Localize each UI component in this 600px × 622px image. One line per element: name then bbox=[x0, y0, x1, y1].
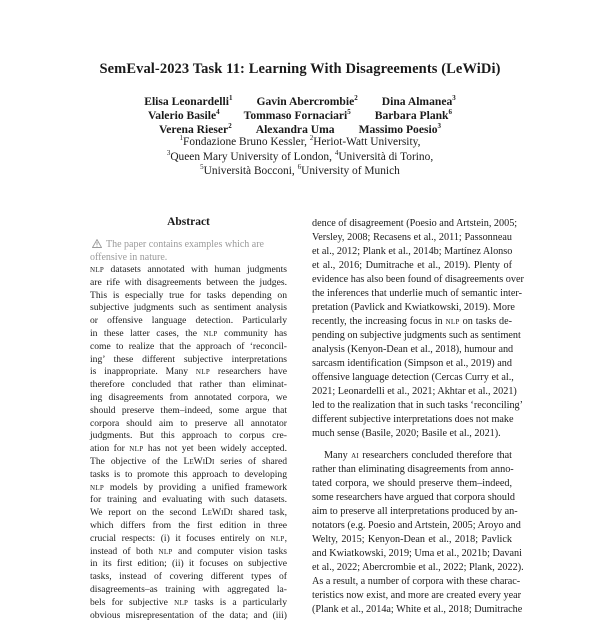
text-line: We report on the second LeWiDi shared task, bbox=[90, 507, 287, 519]
text-line: recently, the increasing focus in nlp on tasks de- bbox=[312, 316, 512, 327]
author-row bbox=[0, 109, 600, 123]
text-line: tated corpora, we should preserve them–indeed, bbox=[312, 478, 512, 489]
affiliation-line bbox=[0, 150, 600, 164]
author-superscript: 3 bbox=[452, 94, 456, 103]
text-line: much sense (Basile, 2020; Basile et al., 2021). bbox=[312, 428, 501, 439]
text-line: et al., 2012; Plank et al., 2014b; Martínez Alonso bbox=[312, 246, 513, 257]
text-line: notators (e.g. Poesio and Artstein, 2005; Aroyo and bbox=[312, 520, 521, 531]
text-line: is inappropriate. Many nlp researchers have bbox=[90, 366, 287, 378]
text-line: evidence has also been found of disagreements over bbox=[312, 274, 524, 285]
text-line: crucial respects: (i) it focuses entirely on nlp, bbox=[90, 532, 287, 544]
warning-line-1: The paper contains examples which are bbox=[106, 239, 264, 250]
text-line: obvious misrepresentation of the data; and (iii) bbox=[90, 609, 287, 621]
text-line: the inferences that underlie much of semantic inter- bbox=[312, 288, 522, 299]
author-superscript: 5 bbox=[347, 108, 351, 117]
affiliation-line bbox=[0, 135, 600, 149]
text-line: judgments. But this approach to corpus cre- bbox=[90, 430, 287, 442]
affiliation-text: Università di Torino, bbox=[338, 151, 434, 163]
affiliation-line bbox=[0, 164, 600, 178]
author-name: Dina Almanea$^3$ bbox=[381, 94, 456, 108]
warning-line-2: offensive in nature. bbox=[90, 252, 168, 263]
text-line: Many ai researchers concluded therefore that bbox=[324, 450, 512, 461]
text-line: et al., 2016; Dumitrache et al., 2019). Plenty of bbox=[312, 260, 512, 271]
abstract-body bbox=[90, 264, 287, 622]
text-line: As a result, a number of corpora with these charac- bbox=[312, 576, 521, 587]
affiliation-superscript: 1 bbox=[179, 134, 184, 143]
text-line: which differs from the first edition in three bbox=[90, 519, 287, 531]
text-line: offensive language detection (Cercas Curry et al., bbox=[312, 372, 514, 383]
text-line: sarcasm identification (Simpson et al., 2019) and bbox=[312, 358, 512, 369]
author-name: Massimo Poesio$^3$ bbox=[358, 122, 442, 136]
author-name: Elisa Leonardelli$^1$ bbox=[144, 94, 233, 108]
affiliation-superscript: 4 bbox=[334, 149, 339, 158]
text-line: disagreements–as training with aggregated la- bbox=[90, 583, 287, 595]
text-line: in these latter cases, the nlp community has bbox=[90, 327, 287, 339]
text-line: tasks is to promote this approach to developing bbox=[90, 468, 287, 480]
text-line: The objective of the LeWiDi series of shared bbox=[90, 455, 287, 467]
affiliation-superscript: 3 bbox=[166, 149, 171, 158]
text-line: nlp datasets annotated with human judgments bbox=[90, 264, 287, 275]
text-line: teristics now exist, and more are created every year bbox=[312, 590, 522, 601]
author-name: Alexandra Uma bbox=[255, 123, 335, 136]
author-name: Valerio Basile$^4$ bbox=[147, 108, 220, 122]
author-row bbox=[0, 95, 600, 109]
text-line: nlp models by providing a unified framework bbox=[90, 481, 287, 493]
affiliation-text: University of Munich bbox=[301, 165, 400, 177]
text-line: 2021; Leonardelli et al., 2021; Akhtar et al., 2021) bbox=[312, 386, 517, 397]
text-line: instead of both nlp and computer vision tasks bbox=[90, 545, 287, 557]
author-name: Barbara Plank$^6$ bbox=[374, 108, 453, 122]
text-line: subjective judgments such as sentiment analysis bbox=[90, 302, 287, 314]
author-superscript: 1 bbox=[228, 94, 233, 103]
text-line: corpora should aim to preserve all annotator bbox=[90, 417, 287, 429]
author-block bbox=[0, 95, 600, 137]
text-line: et al., 2022; Abercrombie et al., 2022; Plank, 2022). bbox=[312, 562, 524, 573]
text-line: analysis (Kenyon-Dean et al., 2018), humour and bbox=[312, 344, 514, 355]
text-line: dence of disagreement (Poesio and Artstein, 2005; bbox=[312, 218, 518, 229]
author-superscript: 2 bbox=[354, 94, 358, 103]
text-line: led to the realization that in such tasks ‘reconciling’ bbox=[312, 400, 524, 411]
author-name: Tommaso Fornaciari$^5$ bbox=[243, 108, 351, 122]
author-name: Gavin Abercrombie$^2$ bbox=[256, 94, 358, 108]
content-warning bbox=[90, 238, 287, 264]
author-superscript: 2 bbox=[228, 122, 232, 131]
text-line: therefore concluded that rather than eliminat- bbox=[90, 379, 287, 391]
author-superscript: 6 bbox=[448, 108, 453, 117]
text-line: should preserve them–indeed, some argue that bbox=[90, 404, 287, 416]
warning-icon bbox=[92, 239, 102, 248]
text-line: rather than eliminating disagreements from anno- bbox=[312, 464, 514, 475]
author-superscript: 3 bbox=[437, 122, 442, 131]
abstract-heading: Abstract bbox=[167, 216, 210, 228]
text-line: in its first edition; (ii) it focuses on subjective bbox=[90, 558, 287, 570]
text-line: bels for subjective nlp tasks is a particularly bbox=[90, 596, 288, 608]
introduction-body bbox=[312, 217, 524, 617]
affiliation-superscript: 2 bbox=[309, 134, 314, 143]
text-line: This is especially true for tasks depending on bbox=[90, 289, 287, 301]
text-line: Versley, 2008; Recasens et al., 2011; Passonneau bbox=[312, 232, 512, 243]
text-line: and Kwiatkowski, 2019; Uma et al., 2021b; Davani bbox=[312, 548, 522, 559]
text-line: different subjective interpretations does not make bbox=[312, 414, 514, 425]
text-line: pending on subjective judgments such as sentiment bbox=[312, 330, 521, 341]
affiliation-text: Heriot-Watt University, bbox=[313, 136, 421, 148]
text-line: or offensive language detection. Particularly bbox=[90, 315, 287, 327]
text-line: ing disagreements from annotated corpora, we bbox=[90, 391, 287, 403]
affiliation-text: Fondazione Bruno Kessler, bbox=[183, 136, 310, 148]
affiliation-superscript: 6 bbox=[297, 163, 302, 172]
author-superscript: 4 bbox=[216, 108, 220, 117]
text-line: pretation (Pavlick and Kwiatkowski, 2019). More bbox=[312, 302, 515, 313]
text-line: come to realize that the approach of ‘reconcil- bbox=[90, 340, 287, 352]
text-line: are rife with disagreements between the judges. bbox=[90, 276, 287, 288]
text-line: aim to preserve all interpretations produced by an- bbox=[312, 506, 518, 517]
text-line: ing’ these different subjective interpretations bbox=[90, 353, 287, 365]
text-line: ation for nlp has not yet been widely accepted. bbox=[90, 443, 287, 455]
affiliation-text: Queen Mary University of London, bbox=[170, 151, 335, 163]
text-line: tasks, instead of covering different types of bbox=[90, 571, 287, 583]
paper-title: SemEval-2023 Task 11: Learning With Disagreements (LeWiDi) bbox=[99, 61, 501, 77]
text-line: Welty, 2015; Kenyon-Dean et al., 2018; Pavlick bbox=[312, 534, 512, 545]
affiliation-superscript: 5 bbox=[200, 163, 204, 172]
text-line: some researchers have argued that corpora should bbox=[312, 492, 515, 503]
text-line: (Plank et al., 2014a; White et al., 2018; Dumitrache bbox=[312, 604, 523, 615]
text-line: for training and evaluating with such datasets. bbox=[90, 494, 287, 506]
author-name: Verena Rieser$^2$ bbox=[158, 122, 232, 136]
affiliation-text: Università Bocconi, bbox=[203, 165, 298, 177]
